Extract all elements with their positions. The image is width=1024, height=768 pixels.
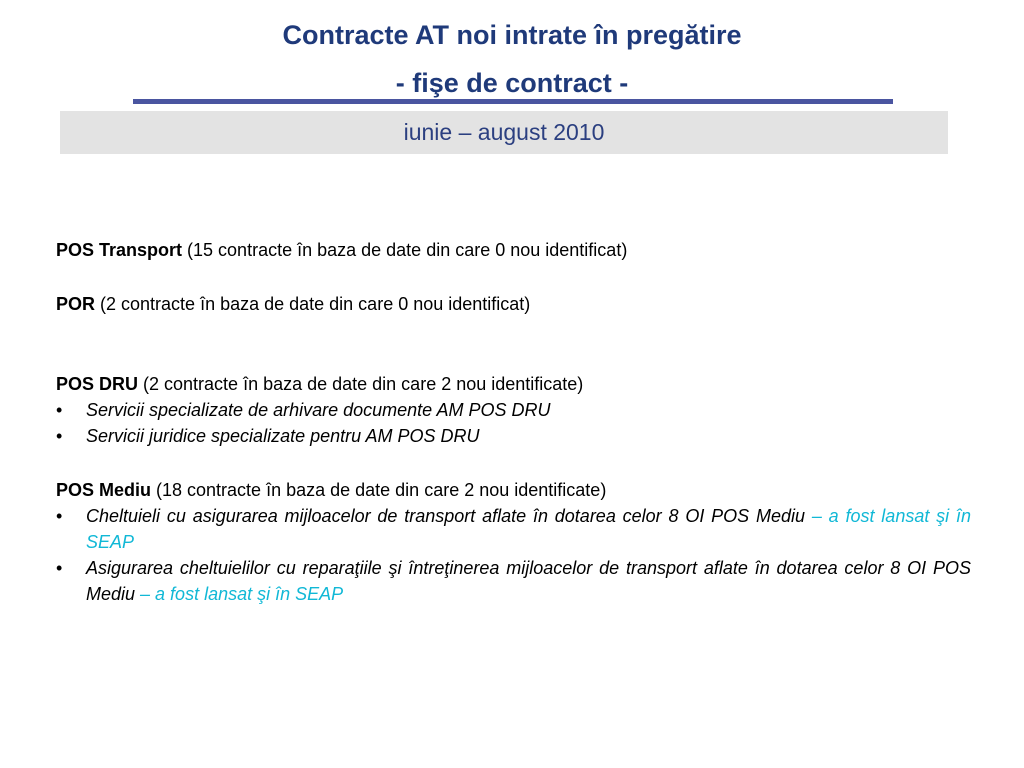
item-text: Asigurarea cheltuielilor cu reparaţiile şi întreţinerea mijloacelor de transport aflate în dotarea celor 8 OI POS Mediu xyxy=(86,558,971,604)
programme-por xyxy=(56,291,971,317)
programme-summary: (18 contracte în baza de date din care 2 nou identificate) xyxy=(151,480,607,500)
pos-dru-items xyxy=(56,397,971,449)
bullet-icon: • xyxy=(56,400,63,420)
title-divider xyxy=(133,99,893,104)
programme-name: POS DRU xyxy=(56,374,139,394)
slide-subtitle: - fişe de contract - xyxy=(395,68,629,98)
programme-pos-transport xyxy=(56,237,971,263)
list-item xyxy=(56,423,971,449)
item-text: Servicii juridice specializate pentru AM POS DRU xyxy=(86,426,480,446)
seap-note: – a fost lansat şi în SEAP xyxy=(86,506,971,552)
item-text: Servicii specializate de arhivare documente AM POS DRU xyxy=(86,400,551,420)
bullet-icon: • xyxy=(56,426,63,446)
period-band: iunie – august 2010 xyxy=(60,111,948,154)
slide-title: Contracte AT noi intrate în pregătire xyxy=(282,20,742,50)
bullet-icon: • xyxy=(56,558,63,578)
pos-mediu-items xyxy=(56,503,971,607)
programme-summary: (2 contracte în baza de date din care 2 nou identificate) xyxy=(138,374,584,394)
programme-name: POS Transport xyxy=(56,240,183,260)
programme-name: POS Mediu xyxy=(56,480,152,500)
list-item xyxy=(56,397,971,423)
programme-name: POR xyxy=(56,294,96,314)
bullet-icon: • xyxy=(56,506,63,526)
programme-summary: (15 contracte în baza de date din care 0 nou identificat) xyxy=(182,240,628,260)
list-item xyxy=(56,503,971,555)
seap-note: – a fost lansat şi în SEAP xyxy=(140,584,344,604)
programme-pos-mediu xyxy=(56,477,971,503)
programme-pos-dru xyxy=(56,371,971,397)
list-item xyxy=(56,555,971,607)
programme-summary: (2 contracte în baza de date din care 0 nou identificat) xyxy=(95,294,531,314)
programme-list xyxy=(56,237,971,607)
item-text: Cheltuieli cu asigurarea mijloacelor de transport aflate în dotarea celor 8 OI POS Mediu xyxy=(86,506,812,526)
